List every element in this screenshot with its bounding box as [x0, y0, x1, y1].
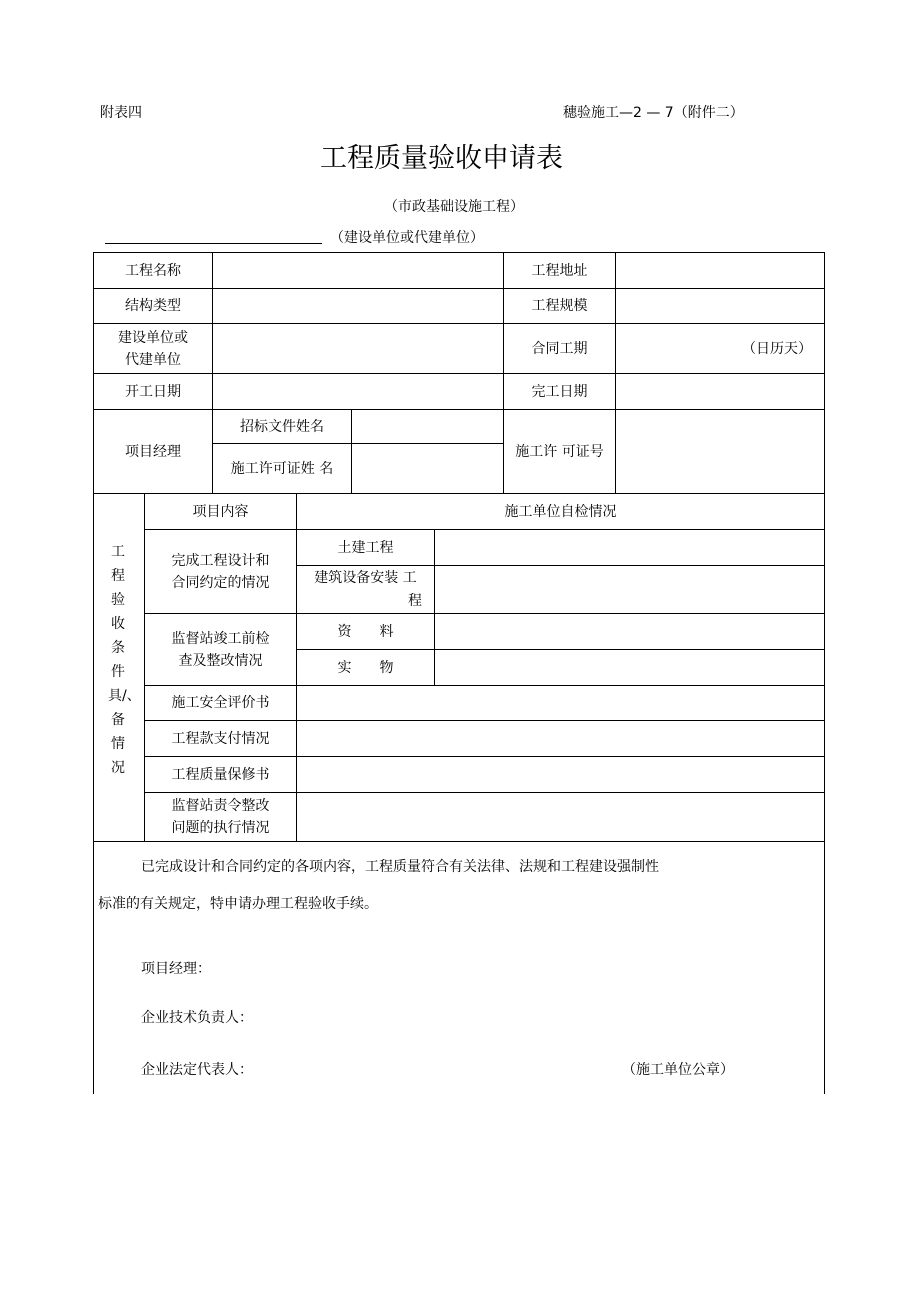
conditions-side-label: 工程验收条件具/、备情况 — [108, 544, 141, 776]
warranty-field[interactable] — [297, 757, 824, 792]
safety-field[interactable] — [297, 686, 824, 720]
rectify-field[interactable] — [297, 793, 824, 841]
label-safety: 施工安全评价书 — [171, 695, 270, 711]
start-date-field[interactable] — [213, 374, 503, 409]
statement-line2: 标准的有关规定，特申请办理工程验收手续。 — [98, 896, 378, 912]
civil-field[interactable] — [435, 530, 824, 565]
label-builder — [94, 324, 212, 373]
label-builder-line2: 代建单位 — [125, 351, 181, 368]
label-sign-manager: 项目经理： — [141, 961, 211, 977]
label-structure-type: 结构类型 — [125, 298, 181, 314]
label-item-content: 项目内容 — [192, 503, 249, 520]
builder-field[interactable] — [213, 324, 503, 373]
label-equip-line2: 程 — [408, 592, 422, 609]
permit-name-field[interactable] — [352, 444, 503, 493]
label-civil: 土建工程 — [337, 539, 394, 556]
unit-blank-line — [105, 243, 322, 244]
project-address-field[interactable] — [616, 253, 824, 288]
label-rectify-line2: 问题的执行情况 — [171, 820, 270, 836]
label-sign-tech-lead: 企业技术负责人： — [141, 1010, 253, 1026]
label-supervision-line2: 查及整改情况 — [178, 652, 263, 669]
label-supervision — [145, 614, 296, 685]
label-design-line1: 完成工程设计和 — [171, 552, 270, 569]
label-permit-name: 施工许可证姓 名 — [230, 460, 334, 477]
project-scale-field[interactable] — [616, 289, 824, 323]
form-code-right: 穗验施工—2 — 7（附件二） — [563, 105, 744, 121]
label-equip-line1: 建筑设备安装 工 — [314, 569, 417, 586]
company-seal-label: （施工单位公章） — [622, 1062, 734, 1078]
materials-field[interactable] — [435, 614, 824, 649]
calendar-days-unit: （日历天） — [742, 340, 812, 357]
bid-name-field[interactable] — [352, 410, 503, 443]
label-design-line2: 合同约定的情况 — [171, 574, 270, 591]
label-materials: 资 料 — [337, 623, 394, 640]
project-name-field[interactable] — [213, 253, 503, 288]
unit-label: （建设单位或代建单位） — [330, 230, 484, 246]
label-start-date: 开工日期 — [125, 383, 181, 400]
label-project-address: 工程地址 — [531, 262, 588, 279]
label-self-check: 施工单位自检情况 — [504, 503, 617, 520]
label-payment: 工程款支付情况 — [171, 730, 270, 747]
label-end-date: 完工日期 — [531, 383, 588, 400]
label-rectify-line1: 监督站责令整改 — [171, 798, 270, 814]
physical-field[interactable] — [435, 650, 824, 685]
statement-line1: 已完成设计和合同约定的各项内容，工程质量符合有关法律、法规和工程建设强制性 — [141, 859, 659, 875]
label-contract-period: 合同工期 — [531, 340, 588, 357]
label-bid-name: 招标文件姓名 — [240, 418, 324, 435]
label-physical: 实 物 — [337, 659, 394, 676]
end-date-field[interactable] — [616, 374, 824, 409]
page-title: 工程质量验收申请表 — [320, 143, 563, 174]
label-sign-legal-rep: 企业法定代表人： — [141, 1062, 253, 1078]
equipment-field[interactable] — [435, 566, 824, 613]
page-subtitle: （市政基础设施工程） — [384, 199, 524, 215]
form-code-left: 附表四 — [100, 105, 142, 121]
label-design-contract — [145, 530, 296, 613]
contract-period-field[interactable] — [616, 324, 824, 373]
label-manager: 项目经理 — [125, 443, 181, 460]
label-supervision-line1: 监督站竣工前检 — [171, 630, 270, 647]
label-rectify — [145, 793, 296, 841]
label-equipment — [297, 566, 434, 613]
payment-field[interactable] — [297, 721, 824, 756]
label-project-name: 工程名称 — [125, 262, 181, 279]
label-builder-line1: 建设单位或 — [118, 329, 188, 346]
label-warranty: 工程质量保修书 — [171, 766, 270, 783]
permit-no-field[interactable] — [616, 410, 824, 493]
label-permit-no: 施工许 可证号 — [515, 443, 604, 460]
structure-type-field[interactable] — [213, 289, 503, 323]
label-project-scale: 工程规模 — [531, 298, 588, 314]
